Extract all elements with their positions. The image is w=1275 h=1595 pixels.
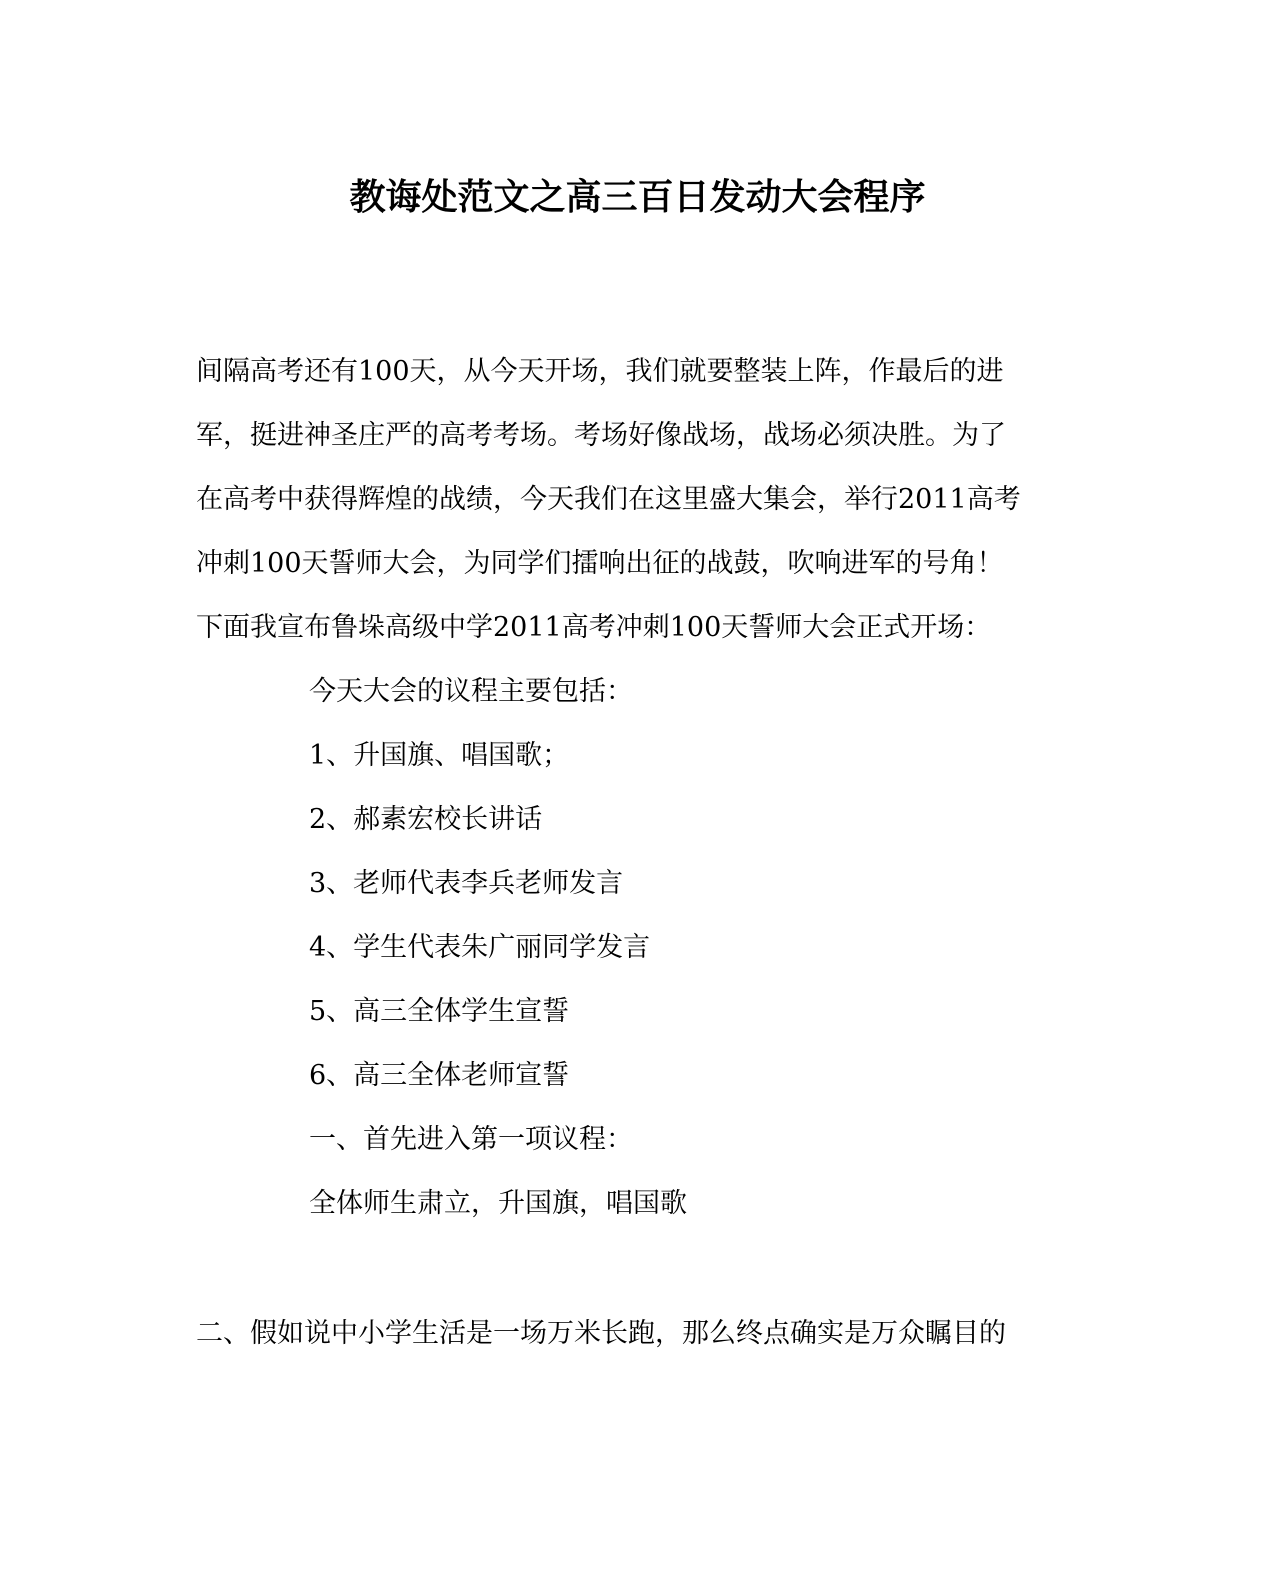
intro-line-4: 冲刺100天誓师大会，为同学们擂响出征的战鼓，吹响进军的号角！ [196, 548, 1004, 579]
agenda-item: 1、升国旗、唱国歌； [309, 740, 570, 771]
intro-line-3: 在高考中获得辉煌的战绩，今天我们在这里盛大集会，举行2011高考 [196, 484, 1021, 515]
intro-line-5: 下面我宣布鲁垛高级中学2011高考冲刺100天誓师大会正式开场： [196, 612, 992, 643]
section-two-line: 二、假如说中小学生活是一场万米长跑，那么终点确实是万众瞩目的 [196, 1318, 1006, 1349]
agenda-heading: 今天大会的议程主要包括： [309, 676, 633, 707]
document-title: 教诲处范文之高三百日发动大会程序 [349, 176, 926, 218]
agenda-item: 2、郝素宏校长讲话 [309, 804, 543, 835]
intro-line-1: 间隔高考还有100天，从今天开场，我们就要整装上阵，作最后的进 [196, 356, 1004, 387]
step-one-detail: 全体师生肃立，升国旗，唱国歌 [309, 1188, 687, 1219]
agenda-item: 4、学生代表朱广丽同学发言 [309, 932, 651, 963]
step-one-heading: 一、首先进入第一项议程： [309, 1124, 633, 1155]
agenda-item: 5、高三全体学生宣誓 [309, 996, 570, 1027]
agenda-item: 3、老师代表李兵老师发言 [309, 868, 624, 899]
intro-line-2: 军，挺进神圣庄严的高考考场。考场好像战场，战场必须决胜。为了 [196, 420, 1006, 451]
agenda-item: 6、高三全体老师宣誓 [309, 1060, 570, 1091]
